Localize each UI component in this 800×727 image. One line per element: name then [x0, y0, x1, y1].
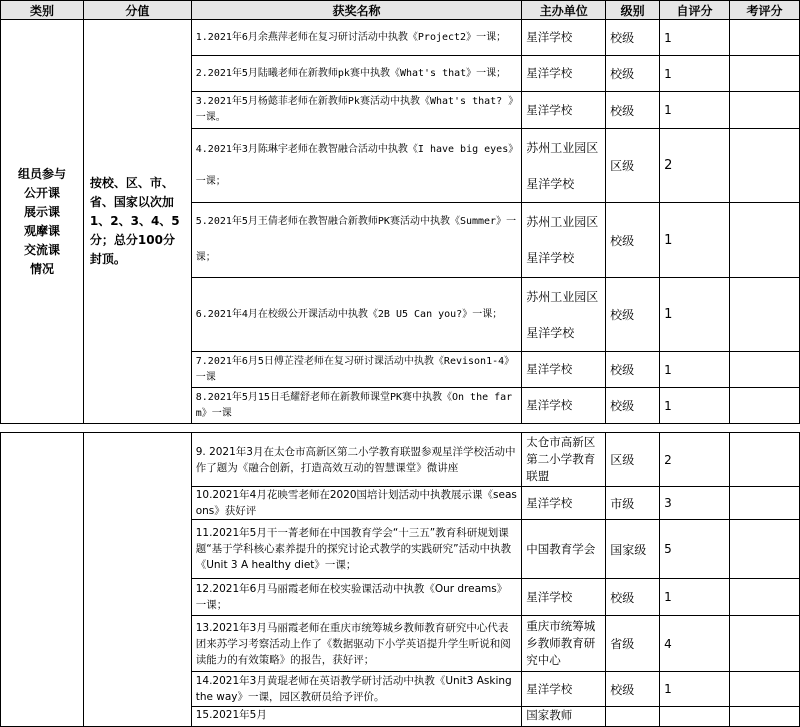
organizer: 苏州工业园区星洋学校 — [522, 203, 606, 278]
organizer: 中国教育学会 — [522, 520, 606, 579]
organizer: 星洋学校 — [522, 352, 606, 388]
exam-score-cell[interactable] — [730, 388, 800, 424]
self-score: 1 — [660, 388, 730, 424]
exam-score-cell[interactable] — [730, 487, 800, 520]
self-score: 1 — [660, 56, 730, 92]
award-name: 11.2021年5月干一菁老师在中国教育学会“十三五”教育科研规划课题“基于学科核心素养提升的探究讨论式教学的实践研究”活动中执教《Unit 3 A healthy diet》一课； — [191, 520, 522, 579]
self-score: 2 — [660, 433, 730, 487]
page-break — [0, 424, 800, 432]
exam-score-cell[interactable] — [730, 616, 800, 672]
header-award: 获奖名称 — [191, 1, 522, 20]
header-organizer: 主办单位 — [522, 1, 606, 20]
score-rule: 按校、区、市、省、国家以次加1、2、3、4、5分；总分100分封顶。 — [83, 20, 191, 424]
exam-score-cell[interactable] — [730, 56, 800, 92]
organizer: 重庆市统筹城乡教师教育研究中心 — [522, 616, 606, 672]
header-self-score: 自评分 — [660, 1, 730, 20]
self-score: 1 — [660, 278, 730, 352]
award-name: 4.2021年3月陈琳宇老师在教智融合活动中执教《I have big eyes》一课； — [191, 129, 522, 203]
organizer: 星洋学校 — [522, 487, 606, 520]
exam-score-cell[interactable] — [730, 579, 800, 616]
organizer: 太仓市高新区第二小学教育联盟 — [522, 433, 606, 487]
header-row — [1, 1, 800, 20]
organizer: 星洋学校 — [522, 20, 606, 56]
score-cell-continued — [83, 433, 191, 727]
level: 校级 — [606, 278, 660, 352]
exam-score-cell[interactable] — [730, 203, 800, 278]
level: 校级 — [606, 20, 660, 56]
organizer: 星洋学校 — [522, 388, 606, 424]
self-score: 1 — [660, 203, 730, 278]
award-name: 7.2021年6月5日傅芷滢老师在复习研讨课活动中执教《Revison1-4》一课 — [191, 352, 522, 388]
self-score: 4 — [660, 616, 730, 672]
award-name: 8.2021年5月15日毛耀舒老师在新教师课堂PK赛中执教《On the farm》一课 — [191, 388, 522, 424]
level: 校级 — [606, 352, 660, 388]
award-name: 1.2021年6月余燕萍老师在复习研讨活动中执教《Project2》一课； — [191, 20, 522, 56]
level: 区级 — [606, 433, 660, 487]
award-name: 10.2021年4月花映雪老师在2020国培计划活动中执教展示课《seasons》获好评 — [191, 487, 522, 520]
table-row — [1, 433, 800, 487]
award-name: 6.2021年4月在校级公开课活动中执教《2B U5 Can you?》一课； — [191, 278, 522, 352]
level: 校级 — [606, 672, 660, 707]
self-score: 1 — [660, 672, 730, 707]
exam-score-cell[interactable] — [730, 707, 800, 727]
organizer: 国家教师 — [522, 707, 606, 727]
award-name: 13.2021年3月马丽霞老师在重庆市统筹城乡教师教育研究中心代表团来苏学习考察活动上作了《数据驱动下小学英语提升学生听说和阅读能力的有效策略》的报告，获好评； — [191, 616, 522, 672]
award-name: 14.2021年3月黄琨老师在英语教学研讨活动中执教《Unit3 Asking the way》一课，园区教研员给予评价。 — [191, 672, 522, 707]
category-label: 组员参与 公开课 展示课 观摩课 交流课 情况 — [17, 166, 66, 276]
self-score: 1 — [660, 20, 730, 56]
award-name: 5.2021年5月王倩老师在教智融合新教师PK赛活动中执教《Summer》一课； — [191, 203, 522, 278]
award-name: 3.2021年5月杨懿菲老师在新教师Pk赛活动中执教《What's that? 》一课。 — [191, 92, 522, 129]
level: 校级 — [606, 56, 660, 92]
self-score: 2 — [660, 129, 730, 203]
exam-score-cell[interactable] — [730, 672, 800, 707]
award-name: 12.2021年6月马丽霞老师在校实验课活动中执教《Our dreams》一课； — [191, 579, 522, 616]
exam-score-cell[interactable] — [730, 520, 800, 579]
header-score: 分值 — [83, 1, 191, 20]
level: 校级 — [606, 203, 660, 278]
exam-score-cell[interactable] — [730, 278, 800, 352]
header-exam-score: 考评分 — [730, 1, 800, 20]
level — [606, 707, 660, 727]
table-row — [1, 20, 800, 56]
level: 校级 — [606, 388, 660, 424]
exam-score-cell[interactable] — [730, 92, 800, 129]
header-category: 类别 — [1, 1, 84, 20]
organizer: 苏州工业园区星洋学校 — [522, 129, 606, 203]
organizer: 苏州工业园区星洋学校 — [522, 278, 606, 352]
category-cell-continued — [1, 433, 84, 727]
award-name: 15.2021年5月 — [191, 707, 522, 727]
level: 市级 — [606, 487, 660, 520]
self-score: 5 — [660, 520, 730, 579]
organizer: 星洋学校 — [522, 672, 606, 707]
exam-score-cell[interactable] — [730, 352, 800, 388]
exam-score-cell[interactable] — [730, 20, 800, 56]
level: 校级 — [606, 579, 660, 616]
organizer: 星洋学校 — [522, 579, 606, 616]
self-score — [660, 707, 730, 727]
level: 校级 — [606, 92, 660, 129]
self-score: 3 — [660, 487, 730, 520]
exam-score-cell[interactable] — [730, 433, 800, 487]
exam-score-cell[interactable] — [730, 129, 800, 203]
award-name: 9. 2021年3月在太仓市高新区第二小学教育联盟参观星洋学校活动中作了题为《融合创新，打造高效互动的智慧课堂》微讲座 — [191, 433, 522, 487]
award-name: 2.2021年5月陆曦老师在新教师pk赛中执教《What's that》一课； — [191, 56, 522, 92]
self-score: 1 — [660, 352, 730, 388]
evaluation-table-continued — [0, 432, 800, 727]
category-cell — [1, 20, 84, 424]
organizer: 星洋学校 — [522, 56, 606, 92]
level: 省级 — [606, 616, 660, 672]
level: 区级 — [606, 129, 660, 203]
self-score: 1 — [660, 579, 730, 616]
level: 国家级 — [606, 520, 660, 579]
self-score: 1 — [660, 92, 730, 129]
organizer: 星洋学校 — [522, 92, 606, 129]
header-level: 级别 — [606, 1, 660, 20]
